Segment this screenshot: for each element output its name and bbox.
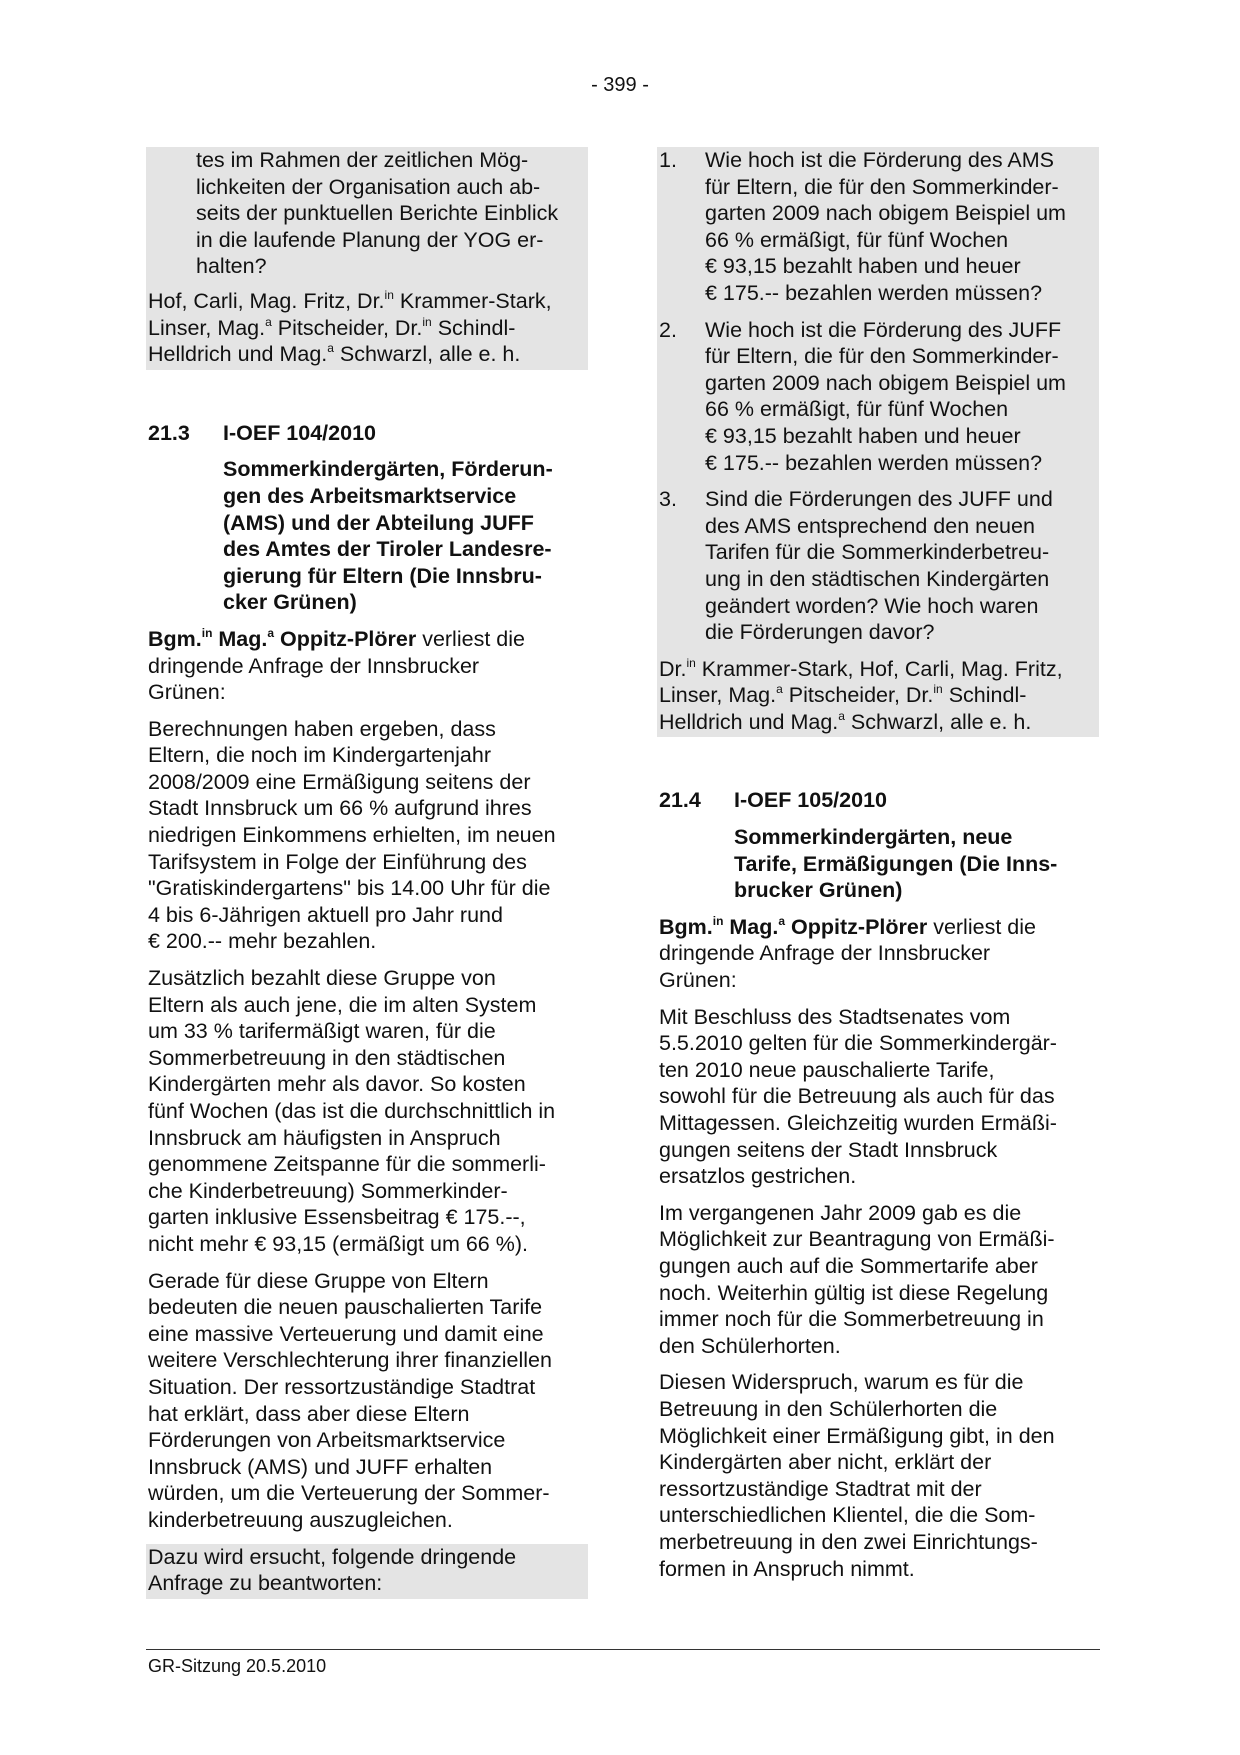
text-line: Sommerbetreuung in den städtischen [148, 1045, 506, 1070]
section-id: I-OEF 104/2010 [223, 420, 376, 445]
text-line: gungen seitens der Stadt Innsbruck [659, 1137, 998, 1162]
text-line: in die laufende Planung der YOG er- [196, 227, 544, 252]
text-line: che Kinderbetreuung) Sommerkinder- [148, 1178, 508, 1203]
text-line: ressortzuständige Stadtrat mit der [659, 1476, 982, 1501]
text-line: Möglichkeit einer Ermäßigung gibt, in den [659, 1423, 1055, 1448]
text-line: Eltern, die noch im Kindergartenjahr [148, 743, 491, 768]
text-line: Helldrich und Mag. [148, 342, 328, 367]
text-line: gierung für Eltern (Die Innsbru- [223, 563, 542, 588]
body-paragraph [148, 716, 588, 955]
text-line: dringende Anfrage der Innsbrucker [148, 653, 480, 678]
text-line: nicht mehr € 93,15 (ermäßigt um 66 %). [148, 1231, 528, 1256]
text-line: in [686, 655, 696, 670]
text-line: Innsbruck am häufigsten in Anspruch [148, 1125, 501, 1150]
text-line: verliest die [416, 626, 525, 651]
intro-paragraph [148, 626, 588, 706]
text-line: Diesen Widerspruch, warum es für die [659, 1370, 1024, 1395]
text-line: Mit Beschluss des Stadtsenates vom [659, 1004, 1011, 1029]
text-line: Zusätzlich bezahlt diese Gruppe von [148, 966, 496, 991]
intro-paragraph [659, 914, 1099, 994]
text-line: € 175.-- bezahlen werden müssen? [705, 450, 1043, 475]
text-line: die Förderungen davor? [705, 620, 935, 645]
text-line: cker Grünen) [223, 590, 357, 615]
text-line: garten 2009 nach obigem Beispiel um [705, 370, 1066, 395]
text-line: verliest die [927, 914, 1036, 939]
text-line: sowohl für die Betreuung als auch für das [659, 1084, 1055, 1109]
text-line: hat erklärt, dass aber diese Eltern [148, 1401, 470, 1426]
text-line: in [933, 682, 943, 697]
text-line: gungen auch auf die Sommertarife aber [659, 1253, 1038, 1278]
text-line: a [265, 314, 272, 329]
text-line: Dazu wird ersucht, folgende dringende [148, 1544, 517, 1569]
text-line: Pitscheider, Dr. [782, 683, 934, 708]
text-line: seits der punktuellen Berichte Einblick [196, 201, 559, 226]
text-line: genommene Zeitspanne für die sommerli- [148, 1152, 546, 1177]
text-line [659, 914, 1099, 941]
text-line: Mag. [723, 914, 779, 939]
footer-divider [146, 1649, 1100, 1650]
text-line: ersatzlos gestrichen. [659, 1164, 857, 1189]
section-heading [659, 787, 1099, 814]
text-line: Grünen: [659, 968, 737, 993]
text-line: Tarifsystem in Folge der Einführung des [148, 849, 527, 874]
text-line: Tarifen für die Sommerkinderbetreu- [705, 540, 1050, 565]
text-line: Pitscheider, Dr. [271, 315, 423, 340]
body-paragraph [659, 1200, 1099, 1360]
text-line: ten 2010 neue pauschalierte Tarife, [659, 1057, 995, 1082]
text-line: 5.5.2010 gelten für die Sommerkindergär- [659, 1031, 1057, 1056]
continued-question [146, 147, 588, 280]
text-line: brucker Grünen) [734, 878, 903, 903]
text-line: Gerade für diese Gruppe von Eltern [148, 1268, 489, 1293]
list-item [657, 317, 1099, 477]
text-line: lichkeiten der Organisation auch ab- [196, 174, 541, 199]
text-line: bedeuten die neuen pauschalierten Tarife [148, 1295, 543, 1320]
text-line: Schwarzl, alle e. h. [844, 709, 1032, 734]
continued-question-block [146, 147, 588, 370]
text-line: geändert worden? Wie hoch waren [705, 593, 1039, 618]
text-line: € 93,15 bezahlt haben und heuer [705, 423, 1021, 448]
section-subject [146, 456, 588, 616]
text-line: Schwarzl, alle e. h. [333, 342, 521, 367]
section-subject [657, 824, 1099, 904]
text-line: tes im Rahmen der zeitlichen Mög- [196, 148, 529, 172]
text-line: Sommerkindergärten, Förderun- [223, 457, 553, 482]
text-line: würden, um die Verteuerung der Sommer- [148, 1481, 550, 1506]
text-line: für Eltern, die für den Sommerkinder- [705, 174, 1059, 199]
questions-block [657, 147, 1099, 737]
text-line: € 93,15 bezahlt haben und heuer [705, 254, 1021, 279]
text-line: a [778, 913, 786, 928]
text-line: in [422, 314, 432, 329]
text-line [659, 709, 1099, 736]
text-line: Wie hoch ist die Förderung des AMS [705, 148, 1054, 172]
text-line: Linser, Mag. [659, 683, 777, 708]
page-number: - 399 - [591, 74, 649, 96]
text-line: in [712, 913, 724, 928]
right-column [657, 147, 1099, 1592]
text-line: a [327, 341, 334, 356]
item-number: 1. [659, 148, 677, 172]
text-line: des AMS entsprechend den neuen [705, 513, 1035, 538]
text-line: gen des Arbeitsmarktservice [223, 483, 517, 508]
text-line: merbetreuung in den zwei Einrichtungs- [659, 1529, 1038, 1554]
text-line: Dr. [659, 656, 687, 681]
text-line: in [201, 625, 213, 640]
text-line: Krammer-Stark, [393, 288, 552, 313]
text-line: Oppitz-Plörer [274, 626, 417, 651]
text-line: Eltern als auch jene, die im alten System [148, 992, 537, 1017]
text-line: formen in Anspruch nimmt. [659, 1556, 915, 1581]
text-line: 66 % ermäßigt, für fünf Wochen [705, 397, 1009, 422]
text-line: halten? [196, 254, 267, 279]
text-line [148, 315, 588, 342]
text-line: immer noch für die Sommerbetreuung in [659, 1307, 1044, 1332]
text-line: Mag. [212, 626, 268, 651]
text-line: Krammer-Stark, Hof, Carli, Mag. Fritz, [695, 656, 1063, 681]
text-line: Sommerkindergärten, neue [734, 825, 1013, 850]
text-line: Betreuung in den Schülerhorten die [659, 1396, 998, 1421]
text-line: Mittagessen. Gleichzeitig wurden Ermäßi- [659, 1111, 1057, 1135]
text-line: a [838, 708, 845, 723]
text-line: um 33 % tarifermäßigt waren, für die [148, 1019, 496, 1044]
body-paragraph [659, 1369, 1099, 1582]
text-line: Hof, Carli, Mag. Fritz, Dr. [148, 288, 385, 313]
text-line: für Eltern, die für den Sommerkinder- [705, 344, 1059, 369]
text-line [148, 288, 588, 315]
text-line: Stadt Innsbruck um 66 % aufgrund ihres [148, 796, 532, 821]
text-line: kinderbetreuung auszugleichen. [148, 1507, 453, 1532]
text-line: € 200.-- mehr bezahlen. [148, 929, 377, 954]
text-line: Kindergärten mehr als davor. So kosten [148, 1072, 526, 1097]
text-line: Schindl- [942, 683, 1027, 708]
signatories [146, 288, 588, 370]
list-item [657, 147, 1099, 307]
text-line: des Amtes der Tiroler Landesre- [223, 537, 552, 562]
text-line: Kindergärten aber nicht, erklärt der [659, 1450, 992, 1475]
text-line: "Gratiskindergartens" bis 14.00 Uhr für die [148, 876, 551, 901]
text-line [659, 656, 1099, 683]
signatories [657, 656, 1099, 738]
text-line: 4 bis 6-Jährigen aktuell pro Jahr rund [148, 902, 503, 927]
text-line: € 175.-- bezahlen werden müssen? [705, 280, 1043, 305]
section-number: 21.3 [148, 420, 190, 445]
item-number: 3. [659, 487, 677, 512]
text-line: Sind die Förderungen des JUFF und [705, 487, 1053, 512]
text-line: fünf Wochen (das ist die durchschnittlich in [148, 1099, 556, 1123]
body-paragraph [659, 1004, 1099, 1190]
text-line: Schindl- [431, 315, 516, 340]
text-line: Förderungen von Arbeitsmarktservice [148, 1428, 506, 1453]
text-line: Helldrich und Mag. [659, 709, 839, 734]
text-line: Berechnungen haben ergeben, dass [148, 716, 496, 741]
text-line: Grünen: [148, 680, 226, 705]
text-line: a [776, 682, 783, 697]
text-line: Wie hoch ist die Förderung des JUFF [705, 317, 1062, 342]
text-line: den Schülerhorten. [659, 1333, 841, 1358]
text-line: 2008/2009 eine Ermäßigung seitens der [148, 769, 531, 794]
text-line: garten inklusive Essensbeitrag € 175.--, [148, 1205, 526, 1230]
text-line: Tarife, Ermäßigungen (Die Inns- [734, 851, 1058, 876]
text-line: 66 % ermäßigt, für fünf Wochen [705, 227, 1009, 252]
question-list [657, 147, 1099, 646]
text-line: niedrigen Einkommens erhielten, im neuen [148, 823, 556, 848]
text-line [148, 626, 588, 653]
text-line: a [267, 625, 275, 640]
text-line: Linser, Mag. [148, 315, 266, 340]
text-line: weitere Verschlechterung ihrer finanziellen [148, 1348, 552, 1373]
text-line [659, 682, 1099, 709]
text-line: Innsbruck (AMS) und JUFF erhalten [148, 1454, 493, 1479]
text-line: Möglichkeit zur Beantragung von Ermäßi- [659, 1227, 1055, 1252]
footer-text: GR-Sitzung 20.5.2010 [148, 1656, 327, 1676]
body-paragraph [148, 965, 588, 1258]
text-line: dringende Anfrage der Innsbrucker [659, 941, 991, 966]
text-line: ung in den städtischen Kindergärten [705, 566, 1050, 591]
text-line: Anfrage zu beantworten: [148, 1571, 383, 1596]
section-id: I-OEF 105/2010 [734, 788, 887, 813]
text-line: Oppitz-Plörer [785, 914, 928, 939]
body-paragraph [148, 1268, 588, 1534]
request-block [146, 1544, 588, 1599]
text-line: (AMS) und der Abteilung JUFF [223, 510, 534, 535]
text-line: in [384, 287, 394, 302]
left-column [146, 147, 588, 1599]
text-line: eine massive Verteuerung und damit eine [148, 1321, 544, 1346]
list-item [657, 486, 1099, 646]
text-line [148, 341, 588, 368]
text-line: noch. Weiterhin gültig ist diese Regelung [659, 1280, 1049, 1305]
text-line: unterschiedlichen Klientel, die die Som- [659, 1503, 1036, 1528]
text-line: Bgm. [148, 626, 202, 651]
section-heading [148, 420, 588, 447]
text-line: Im vergangenen Jahr 2009 gab es die [659, 1200, 1022, 1225]
item-number: 2. [659, 317, 677, 342]
section-number: 21.4 [659, 788, 701, 813]
text-line: Situation. Der ressortzuständige Stadtrat [148, 1374, 536, 1399]
text-line: garten 2009 nach obigem Beispiel um [705, 201, 1066, 226]
text-line: Bgm. [659, 914, 713, 939]
